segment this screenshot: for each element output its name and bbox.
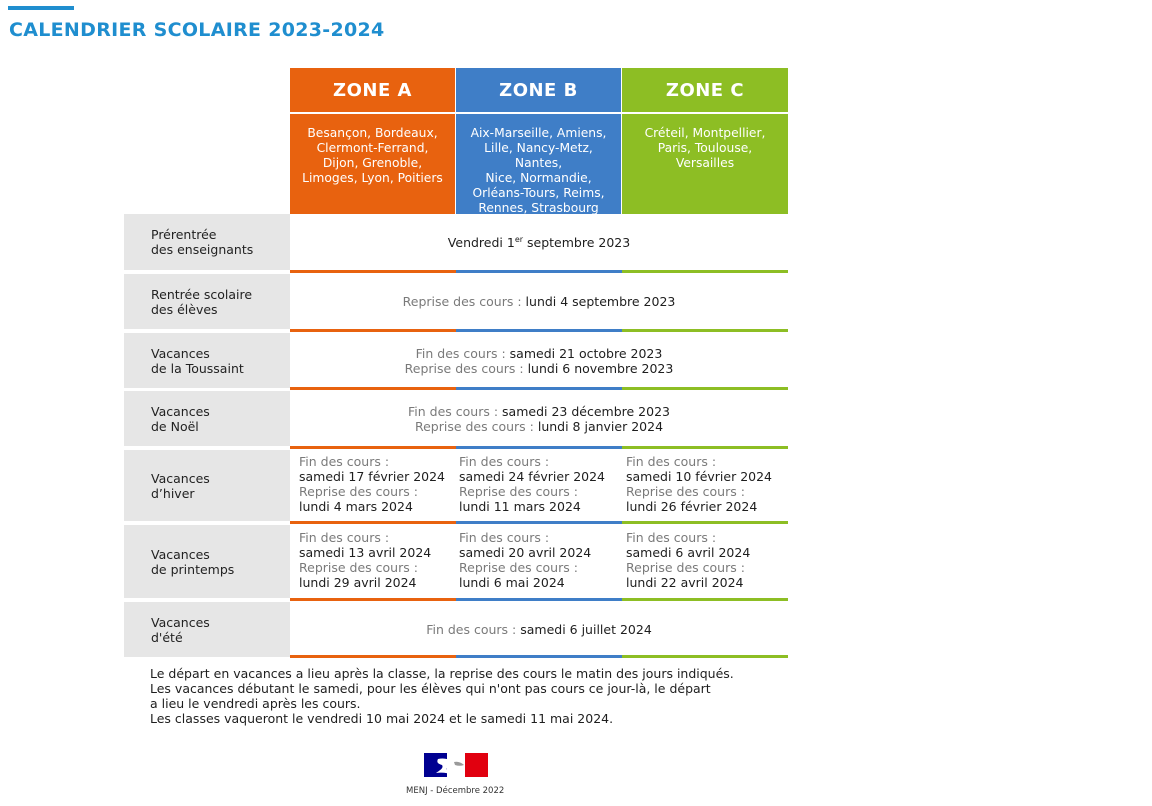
row-value-ete xyxy=(290,602,788,657)
zone-b-divider xyxy=(456,270,622,273)
date-text: samedi 13 avril 2024 xyxy=(299,545,432,560)
city-line: Orléans-Tours, Reims, xyxy=(472,186,605,200)
city-line: Lille, Nancy-Metz, Nantes, xyxy=(484,141,593,170)
city-line: Paris, Toulouse, xyxy=(657,141,753,155)
marianne-logo-icon xyxy=(424,753,488,777)
footnote xyxy=(150,666,734,726)
row-label-hiver xyxy=(124,450,290,521)
muted-text: Reprise des cours : xyxy=(404,360,528,376)
muted-text: Fin des cours : xyxy=(426,622,521,637)
muted-text: Reprise des cours : xyxy=(459,560,578,575)
label-line: Vacances xyxy=(151,546,210,562)
label-line: d'été xyxy=(151,629,183,645)
row-label-rentree xyxy=(124,274,290,329)
city-line: Besançon, Bordeaux, xyxy=(307,126,438,140)
footnote-line: a lieu le vendredi après les cours. xyxy=(150,696,361,711)
muted-text: Reprise des cours : xyxy=(299,484,418,499)
printemps-zone-c-cell xyxy=(626,530,750,590)
row-value-rentree xyxy=(290,274,788,329)
date-sup: er xyxy=(514,234,524,244)
zone-b-divider xyxy=(456,655,622,658)
label-line: d’hiver xyxy=(151,485,195,501)
zone-a-divider xyxy=(290,446,456,449)
row-value-noel xyxy=(290,391,788,446)
label-line: Rentrée scolaire xyxy=(151,286,253,302)
printemps-zone-a-cell xyxy=(299,530,431,590)
date-text: lundi 22 avril 2024 xyxy=(626,575,744,590)
zone-c-divider xyxy=(622,270,788,273)
label-line: Vacances xyxy=(151,470,210,486)
zone-b-divider xyxy=(456,598,622,601)
zone-a-header: ZONE A xyxy=(290,68,455,112)
row-value-prerentree xyxy=(290,214,788,270)
label-line: Vacances xyxy=(151,403,210,419)
title-accent-bar xyxy=(8,6,74,10)
muted-text: Fin des cours : xyxy=(299,454,390,469)
date-text: lundi 6 mai 2024 xyxy=(459,575,565,590)
muted-text: Reprise des cours : xyxy=(626,484,745,499)
muted-text: Fin des cours : xyxy=(408,403,503,419)
date-text: samedi 24 février 2024 xyxy=(459,469,606,484)
row-label-prerentree xyxy=(124,214,290,270)
zone-b-header: ZONE B xyxy=(456,68,621,112)
city-line: Clermont-Ferrand, xyxy=(316,141,429,155)
date-text: lundi 29 avril 2024 xyxy=(299,575,417,590)
zone-b-cities xyxy=(456,114,621,214)
date-text: samedi 6 avril 2024 xyxy=(626,545,751,560)
city-line: Rennes, Strasbourg xyxy=(478,201,599,215)
muted-text: Fin des cours : xyxy=(299,530,390,545)
muted-text: Fin des cours : xyxy=(626,454,717,469)
date-text: samedi 6 juillet 2024 xyxy=(520,622,652,637)
date-text: lundi 8 janvier 2024 xyxy=(537,418,664,434)
muted-text: Reprise des cours : xyxy=(459,484,578,499)
logo-caption: MENJ - Décembre 2022 xyxy=(406,786,505,796)
row-label-toussaint xyxy=(124,333,290,388)
date-text: lundi 4 septembre 2023 xyxy=(525,294,676,309)
label-line: Vacances xyxy=(151,614,210,630)
label-line: de Noël xyxy=(151,418,199,434)
footnote-line: Les vacances débutant le samedi, pour les élèves qui n'ont pas cours ce jour-là, le départ xyxy=(150,681,711,696)
label-line: des élèves xyxy=(151,301,218,317)
footnote-line: Le départ en vacances a lieu après la classe, la reprise des cours le matin des jours indiqués. xyxy=(150,666,734,681)
label-line: Prérentrée xyxy=(151,227,217,242)
zone-b-divider xyxy=(456,329,622,332)
muted-text: Reprise des cours : xyxy=(626,560,745,575)
zone-c-divider xyxy=(622,598,788,601)
zone-a-cities xyxy=(290,114,455,214)
zone-c-divider xyxy=(622,655,788,658)
city-line: Limoges, Lyon, Poitiers xyxy=(302,171,443,185)
muted-text: Reprise des cours : xyxy=(299,560,418,575)
hiver-zone-c-cell xyxy=(626,454,772,514)
label-line: de la Toussaint xyxy=(151,360,244,376)
date-text: samedi 23 décembre 2023 xyxy=(502,403,670,419)
city-line: Dijon, Grenoble, xyxy=(322,156,423,170)
zone-b-divider xyxy=(456,387,622,390)
date-text: lundi 4 mars 2024 xyxy=(299,499,413,514)
hiver-zone-a-cell xyxy=(299,454,445,514)
date-text: samedi 21 octobre 2023 xyxy=(509,345,663,361)
date-text: lundi 26 février 2024 xyxy=(626,499,758,514)
date-text: Vendredi 1 xyxy=(447,234,515,250)
zone-b-divider xyxy=(456,446,622,449)
label-line: des enseignants xyxy=(151,242,254,257)
label-line: de printemps xyxy=(151,561,235,577)
zone-c-divider xyxy=(622,521,788,524)
muted-text: Fin des cours : xyxy=(459,530,550,545)
label-line: Vacances xyxy=(151,345,210,361)
muted-text: Reprise des cours : xyxy=(414,418,538,434)
date-text: septembre 2023 xyxy=(523,234,631,250)
row-label-ete xyxy=(124,602,290,657)
zone-c-cities xyxy=(622,114,788,214)
muted-text: Fin des cours : xyxy=(459,454,550,469)
zone-b-divider xyxy=(456,521,622,524)
date-text: lundi 11 mars 2024 xyxy=(459,499,581,514)
city-line: Aix-Marseille, Amiens, xyxy=(470,126,607,140)
zone-a-divider xyxy=(290,655,456,658)
muted-text: Reprise des cours : xyxy=(402,294,526,309)
city-line: Créteil, Montpellier, xyxy=(644,126,766,140)
page-title: CALENDRIER SCOLAIRE 2023-2024 xyxy=(9,19,385,41)
zone-a-divider xyxy=(290,521,456,524)
date-text: samedi 17 février 2024 xyxy=(299,469,446,484)
muted-text: Fin des cours : xyxy=(626,530,717,545)
hiver-zone-b-cell xyxy=(459,454,605,514)
muted-text: Fin des cours : xyxy=(415,345,510,361)
row-label-noel xyxy=(124,391,290,446)
marianne-logo xyxy=(424,753,488,777)
zone-c-header: ZONE C xyxy=(622,68,788,112)
row-value-toussaint xyxy=(290,333,788,388)
city-line: Nice, Normandie, xyxy=(485,171,592,185)
date-text: samedi 20 avril 2024 xyxy=(459,545,592,560)
printemps-zone-b-cell xyxy=(459,530,591,590)
city-line: Versailles xyxy=(675,156,735,170)
footnote-line: Les classes vaqueront le vendredi 10 mai 2024 et le samedi 11 mai 2024. xyxy=(150,711,614,726)
zone-a-divider xyxy=(290,270,456,273)
zone-a-divider xyxy=(290,329,456,332)
zone-c-divider xyxy=(622,387,788,390)
zone-c-divider xyxy=(622,329,788,332)
zone-a-divider xyxy=(290,387,456,390)
date-text: lundi 6 novembre 2023 xyxy=(527,360,674,376)
row-label-printemps xyxy=(124,525,290,598)
date-text: samedi 10 février 2024 xyxy=(626,469,773,484)
zone-a-divider xyxy=(290,598,456,601)
zone-c-divider xyxy=(622,446,788,449)
